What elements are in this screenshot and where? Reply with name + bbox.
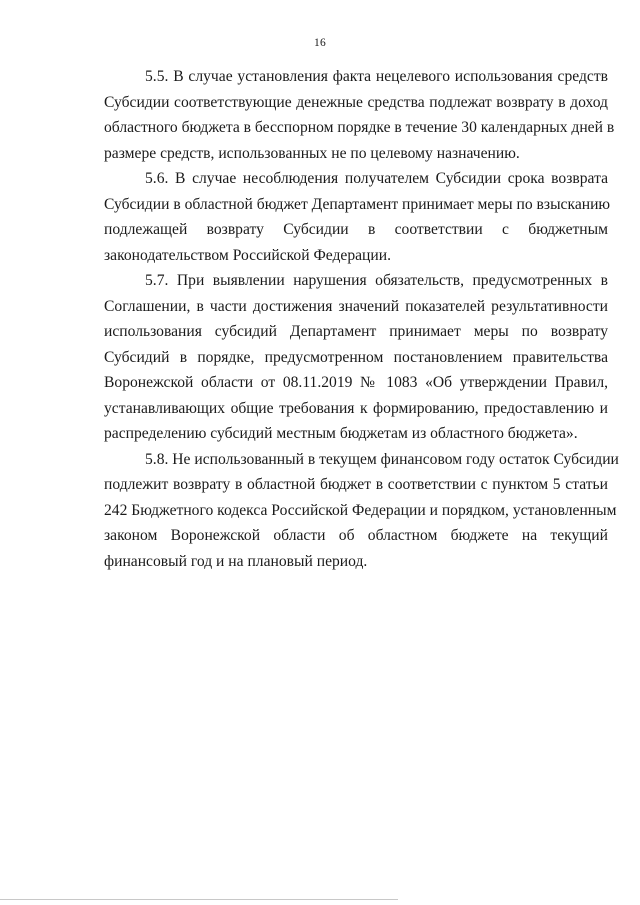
paragraph-line: законом Воронежской области об областном бюджете на текущий — [104, 527, 608, 544]
paragraph-line: 242 Бюджетного кодекса Российской Федерации и порядком, установленным — [104, 501, 617, 519]
paragraph-line: размере средств, использованных не по целевому назначению. — [104, 144, 520, 162]
paragraph-line: распределению субсидий местным бюджетам из областного бюджета». — [104, 425, 578, 442]
paragraph-5-8 — [104, 447, 619, 575]
paragraph-5-7 — [104, 268, 608, 447]
paragraph-5-5 — [104, 64, 615, 166]
paragraph-5-6 — [104, 166, 611, 268]
paragraph-line: 5.8. Не использованный в текущем финансовом году остаток Субсидии — [145, 450, 619, 468]
paragraph-line: 5.5. В случае установления факта нецелевого использования средств — [145, 68, 608, 85]
paragraph-line: подлежащей возврату Субсидии в соответствии с бюджетным — [104, 221, 608, 238]
paragraph-line: Субсидии в областной бюджет Департамент принимает меры по взысканию — [104, 195, 611, 213]
paragraph-line: 5.7. При выявлении нарушения обязательств, предусмотренных в — [145, 272, 608, 289]
paragraph-line: Субсидии соответствующие денежные средства подлежат возврату в доход — [104, 93, 608, 111]
paragraph-line: областного бюджета в бесспорном порядке в течение 30 календарных дней в — [104, 119, 615, 136]
paragraph-line: Воронежской области от 08.11.2019 № 1083 «Об утверждении Правил, — [104, 374, 608, 391]
paragraph-line: подлежит возврату в областной бюджет в соответствии с пунктом 5 статьи — [104, 476, 608, 493]
paragraph-line: использования субсидий Департамент принимает меры по возврату — [104, 323, 608, 340]
document-body — [104, 64, 619, 574]
paragraph-line: 5.6. В случае несоблюдения получателем Субсидии срока возврата — [145, 170, 608, 187]
paragraph-line: финансовый год и на плановый период. — [104, 552, 368, 570]
scan-edge-line — [0, 899, 398, 900]
paragraph-line: законодательством Российской Федерации. — [104, 246, 391, 264]
paragraph-line: Соглашении, в части достижения значений показателей результативности — [104, 297, 608, 315]
page-number: 16 — [313, 37, 327, 49]
paragraph-line: устанавливающих общие требования к формированию, предоставлению и — [104, 399, 608, 417]
paragraph-line: Субсидий в порядке, предусмотренном постановлением правительства — [104, 348, 608, 366]
